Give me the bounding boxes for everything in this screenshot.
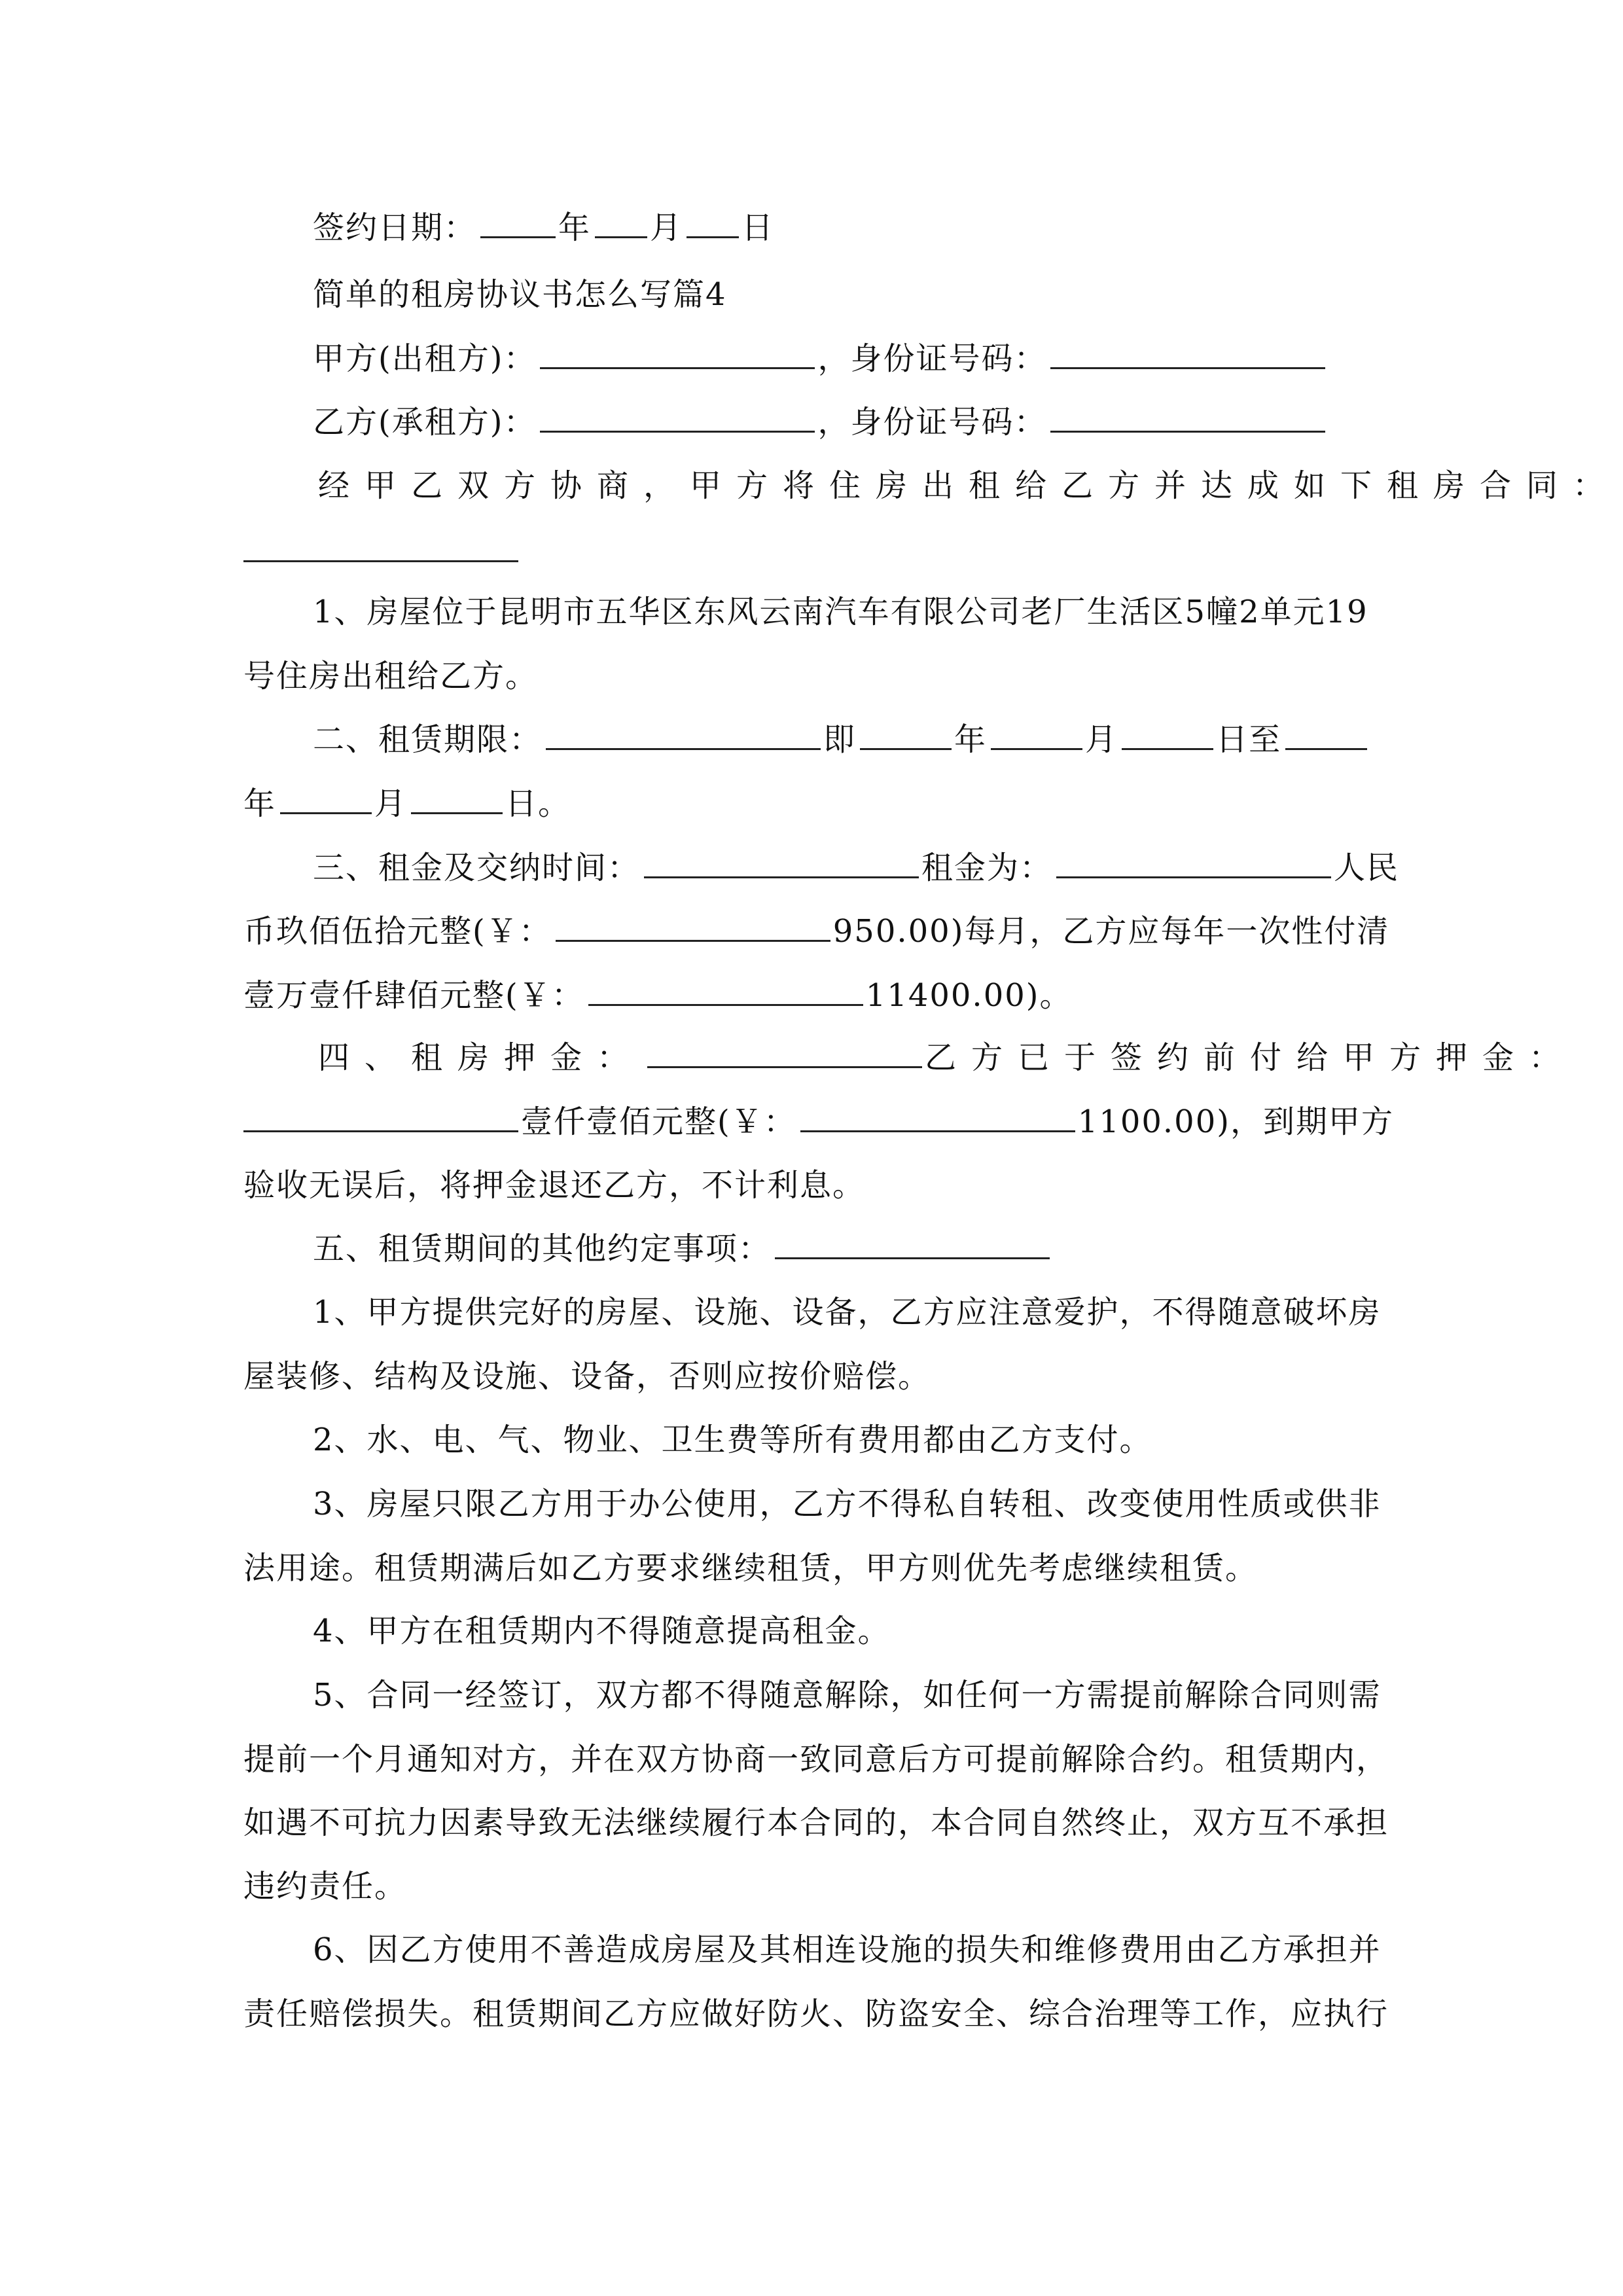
lease-term-from: 即	[823, 721, 857, 758]
deposit-figure-blank	[800, 1130, 1075, 1132]
intro-trailing-blank	[243, 560, 518, 562]
year-text: 年	[558, 209, 592, 246]
start-year-text: 年	[954, 721, 988, 758]
term-5-line-2: 提前一个月通知对方，并在双方协商一致同意后方可提前解除合约。租赁期内，	[243, 1741, 1389, 1778]
term-3-line-1: 3、房屋只限乙方用于办公使用，乙方不得私自转租、改变使用性质或供非	[313, 1486, 1382, 1522]
deposit-paid-text: 乙方已于签约前付给甲方押金：	[925, 1039, 1576, 1076]
monthly-rent-words: 币玖佰伍拾元整(￥：	[243, 913, 552, 950]
end-year-blank	[1285, 748, 1367, 750]
clause-1-line-2: 号住房出租给乙方。	[243, 658, 539, 694]
deposit-figure: 1100.00)，到期甲方	[1077, 1103, 1394, 1140]
party-b-label: 乙方(承租方)：	[313, 404, 537, 440]
rent-amount-label: 租金为：	[921, 850, 1053, 886]
term-6-line-1: 6、因乙方使用不善造成房屋及其相连设施的损失和维修费用由乙方承担并	[313, 1931, 1382, 1968]
annual-rent-blank	[588, 1004, 863, 1006]
clause-1-line-1: 1、房屋位于昆明市五华区东风云南汽车有限公司老厂生活区5幢2单元19	[313, 594, 1368, 630]
day-text: 日	[741, 209, 775, 246]
monthly-rent-figure: 950.00)每月，乙方应每年一次性付清	[832, 913, 1390, 950]
start-month-text: 月	[1085, 721, 1118, 758]
signing-date-line	[313, 196, 774, 259]
party-a-id-label: ，身份证号码：	[817, 340, 1047, 377]
month-text: 月	[650, 209, 683, 246]
rent-label: 三、租金及交纳时间：	[313, 850, 641, 886]
signing-date-label: 签约日期：	[313, 209, 477, 246]
party-b-name-blank	[540, 431, 815, 433]
rent-amount-blank	[1056, 876, 1331, 878]
party-a-id-blank	[1050, 367, 1325, 369]
term-5-line-4: 违约责任。	[243, 1868, 408, 1905]
term-5-line-3: 如遇不可抗力因素导致无法继续履行本合同的，本合同自然终止，双方互不承担	[243, 1804, 1389, 1841]
party-b-id-label: ，身份证号码：	[817, 404, 1047, 440]
end-year-text: 年	[243, 785, 277, 822]
lease-term-label: 二、租赁期限：	[313, 721, 543, 758]
lease-term-line-2	[243, 772, 571, 835]
deposit-words: 壹仟壹佰元整(￥：	[521, 1103, 796, 1140]
term-1-line-1: 1、甲方提供完好的房屋、设施、设备，乙方应注意爱护，不得随意破坏房	[313, 1294, 1382, 1331]
rent-line-2	[243, 900, 1389, 963]
deposit-blank	[647, 1066, 922, 1068]
lease-term-line-1	[313, 708, 1370, 771]
end-month-text: 月	[374, 785, 408, 822]
term-5-line-1: 5、合同一经签订，双方都不得随意解除，如任何一方需提前解除合同则需	[313, 1677, 1382, 1713]
term-4-line-1: 4、甲方在租赁期内不得随意提高租金。	[313, 1613, 891, 1649]
term-3-line-2: 法用途。租赁期满后如乙方要求继续租赁，甲方则优先考虑继续租赁。	[243, 1550, 1258, 1587]
deposit-line-1	[318, 1026, 1575, 1089]
deposit-line-2	[243, 1090, 1394, 1153]
deposit-label: 四、租房押金：	[318, 1039, 644, 1076]
deposit-line-3: 验收无误后，将押金退还乙方，不计利息。	[243, 1167, 866, 1204]
end-day-blank	[411, 812, 503, 814]
party-a-name-blank	[540, 367, 815, 369]
annual-rent-figure: 11400.00)。	[865, 977, 1073, 1014]
monthly-rent-blank	[556, 940, 830, 942]
party-b-id-blank	[1050, 431, 1325, 433]
month-blank	[595, 236, 647, 238]
other-terms-blank	[775, 1257, 1050, 1259]
document-title: 简单的租房协议书怎么写篇4	[313, 276, 727, 313]
rent-time-blank	[644, 876, 919, 878]
deposit-amount-blank	[243, 1130, 518, 1132]
party-a-line	[313, 327, 1328, 390]
term-1-line-2: 屋装修、结构及设施、设备，否则应按价赔偿。	[243, 1358, 931, 1395]
party-a-label: 甲方(出租方)：	[313, 340, 537, 377]
other-terms-heading	[313, 1217, 1052, 1280]
rent-line-1	[313, 836, 1399, 899]
lease-term-blank	[546, 748, 821, 750]
day-blank	[687, 236, 739, 238]
other-terms-label: 五、租赁期间的其他约定事项：	[313, 1230, 772, 1267]
party-b-line	[313, 391, 1328, 454]
term-6-line-2: 责任赔偿损失。租赁期间乙方应做好防火、防盗安全、综合治理等工作，应执行	[243, 1996, 1389, 2032]
intro-paragraph: 经甲乙双方协商，甲方将住房出租给乙方并达成如下租房合同：	[318, 467, 1620, 504]
term-2-line-1: 2、水、电、气、物业、卫生费等所有费用都由乙方支付。	[313, 1422, 1152, 1458]
end-day-text: 日。	[505, 785, 571, 822]
annual-rent-words: 壹万壹仟肆佰元整(￥：	[243, 977, 584, 1014]
end-month-blank	[280, 812, 372, 814]
start-day-text: 日至	[1216, 721, 1282, 758]
rent-currency-text: 人民	[1334, 850, 1400, 886]
year-blank	[480, 236, 556, 238]
start-month-blank	[991, 748, 1082, 750]
start-year-blank	[860, 748, 952, 750]
rent-line-3	[243, 964, 1073, 1027]
start-day-blank	[1122, 748, 1213, 750]
